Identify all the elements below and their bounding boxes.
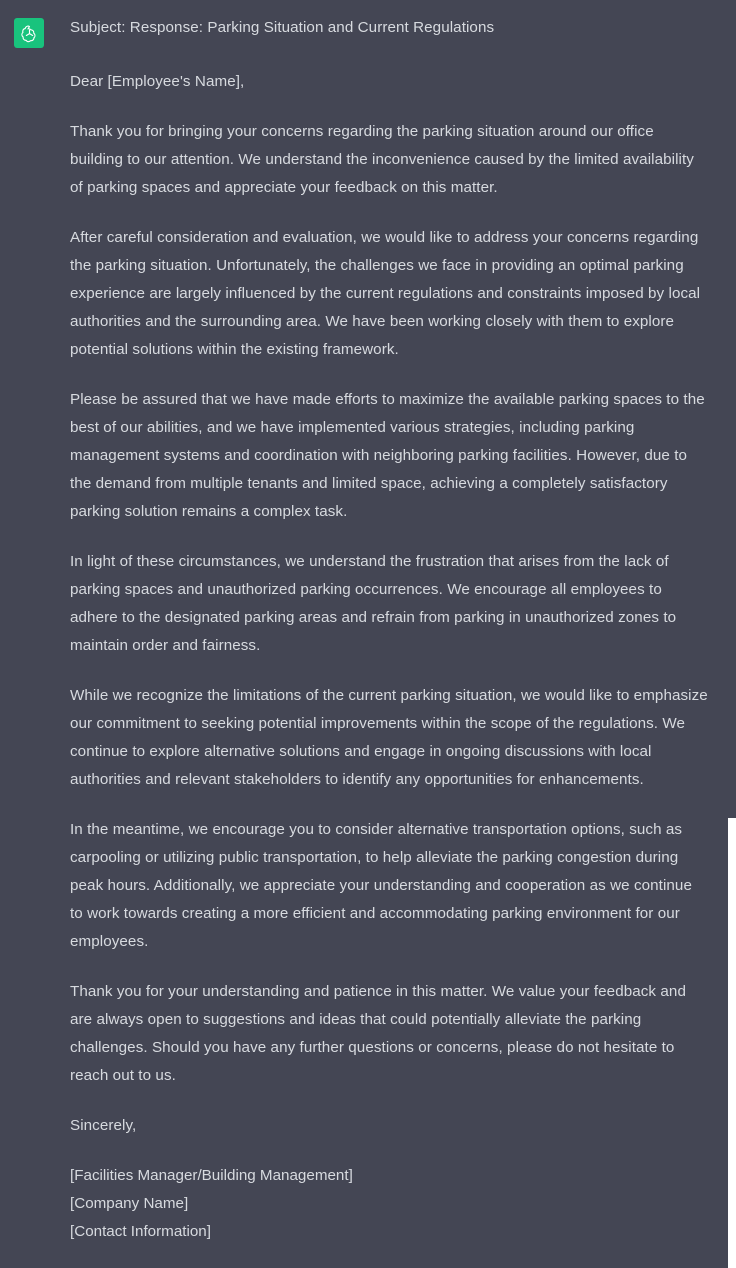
paragraph-1: Thank you for bringing your concerns regarding the parking situation around our office building to our attention. We understand the inconvenience caused by the limited availability of parking spaces and appreciate your feedback on this matter. xyxy=(70,123,694,196)
message-body xyxy=(44,14,722,1246)
avatar xyxy=(14,18,44,48)
scrollbar-thumb[interactable] xyxy=(728,818,736,1268)
scrollbar-track[interactable] xyxy=(728,0,736,1268)
signature-line-3: [Contact Information] xyxy=(70,1223,211,1240)
avatar-column xyxy=(14,14,44,48)
email-closing: Sincerely, xyxy=(70,1117,137,1134)
paragraph-2: After careful consideration and evaluation, we would like to address your concerns regarding the parking situation. Unfortunately, the challenges we face in providing an optimal parking experience are largely influenced by the current regulations and constraints imposed by local authorities and the surrounding area. We have been working closely with them to explore potential solutions within the existing framework. xyxy=(70,229,701,358)
signature-line-2: [Company Name] xyxy=(70,1195,189,1212)
email-signature xyxy=(70,1162,708,1246)
email-salutation: Dear [Employee's Name], xyxy=(70,73,245,90)
email-subject-line: Subject: Response: Parking Situation and Current Regulations xyxy=(70,19,495,36)
paragraph-5: While we recognize the limitations of the current parking situation, we would like to emphasize our commitment to seeking potential improvements within the scope of the regulations. We continue to explore alternative solutions and engage in ongoing discussions with local authorities and relevant stakeholders to identify any opportunities for enhancements. xyxy=(70,687,708,788)
paragraph-7: Thank you for your understanding and patience in this matter. We value your feedback and are always open to suggestions and ideas that could potentially alleviate the parking challenges. Should you have any further questions or concerns, please do not hesitate to reach out to us. xyxy=(70,983,686,1084)
paragraph-6: In the meantime, we encourage you to consider alternative transportation options, such as carpooling or utilizing public transportation, to help alleviate the parking congestion during peak hours. Additionally, we appreciate your understanding and cooperation as we continue to work towards creating a more efficient and accommodating parking environment for our employees. xyxy=(70,821,692,950)
openai-logo-icon xyxy=(20,24,39,43)
paragraph-3: Please be assured that we have made efforts to maximize the available parking spaces to the best of our abilities, and we have implemented various strategies, including parking management systems and coordination with neighboring parking facilities. However, due to the demand from multiple tenants and limited space, achieving a completely satisfactory parking solution remains a complex task. xyxy=(70,391,705,520)
signature-line-1: [Facilities Manager/Building Management] xyxy=(70,1167,353,1184)
paragraph-4: In light of these circumstances, we understand the frustration that arises from the lack of parking spaces and unauthorized parking occurrences. We encourage all employees to adhere to the designated parking areas and refrain from parking in unauthorized zones to maintain order and fairness. xyxy=(70,553,677,654)
